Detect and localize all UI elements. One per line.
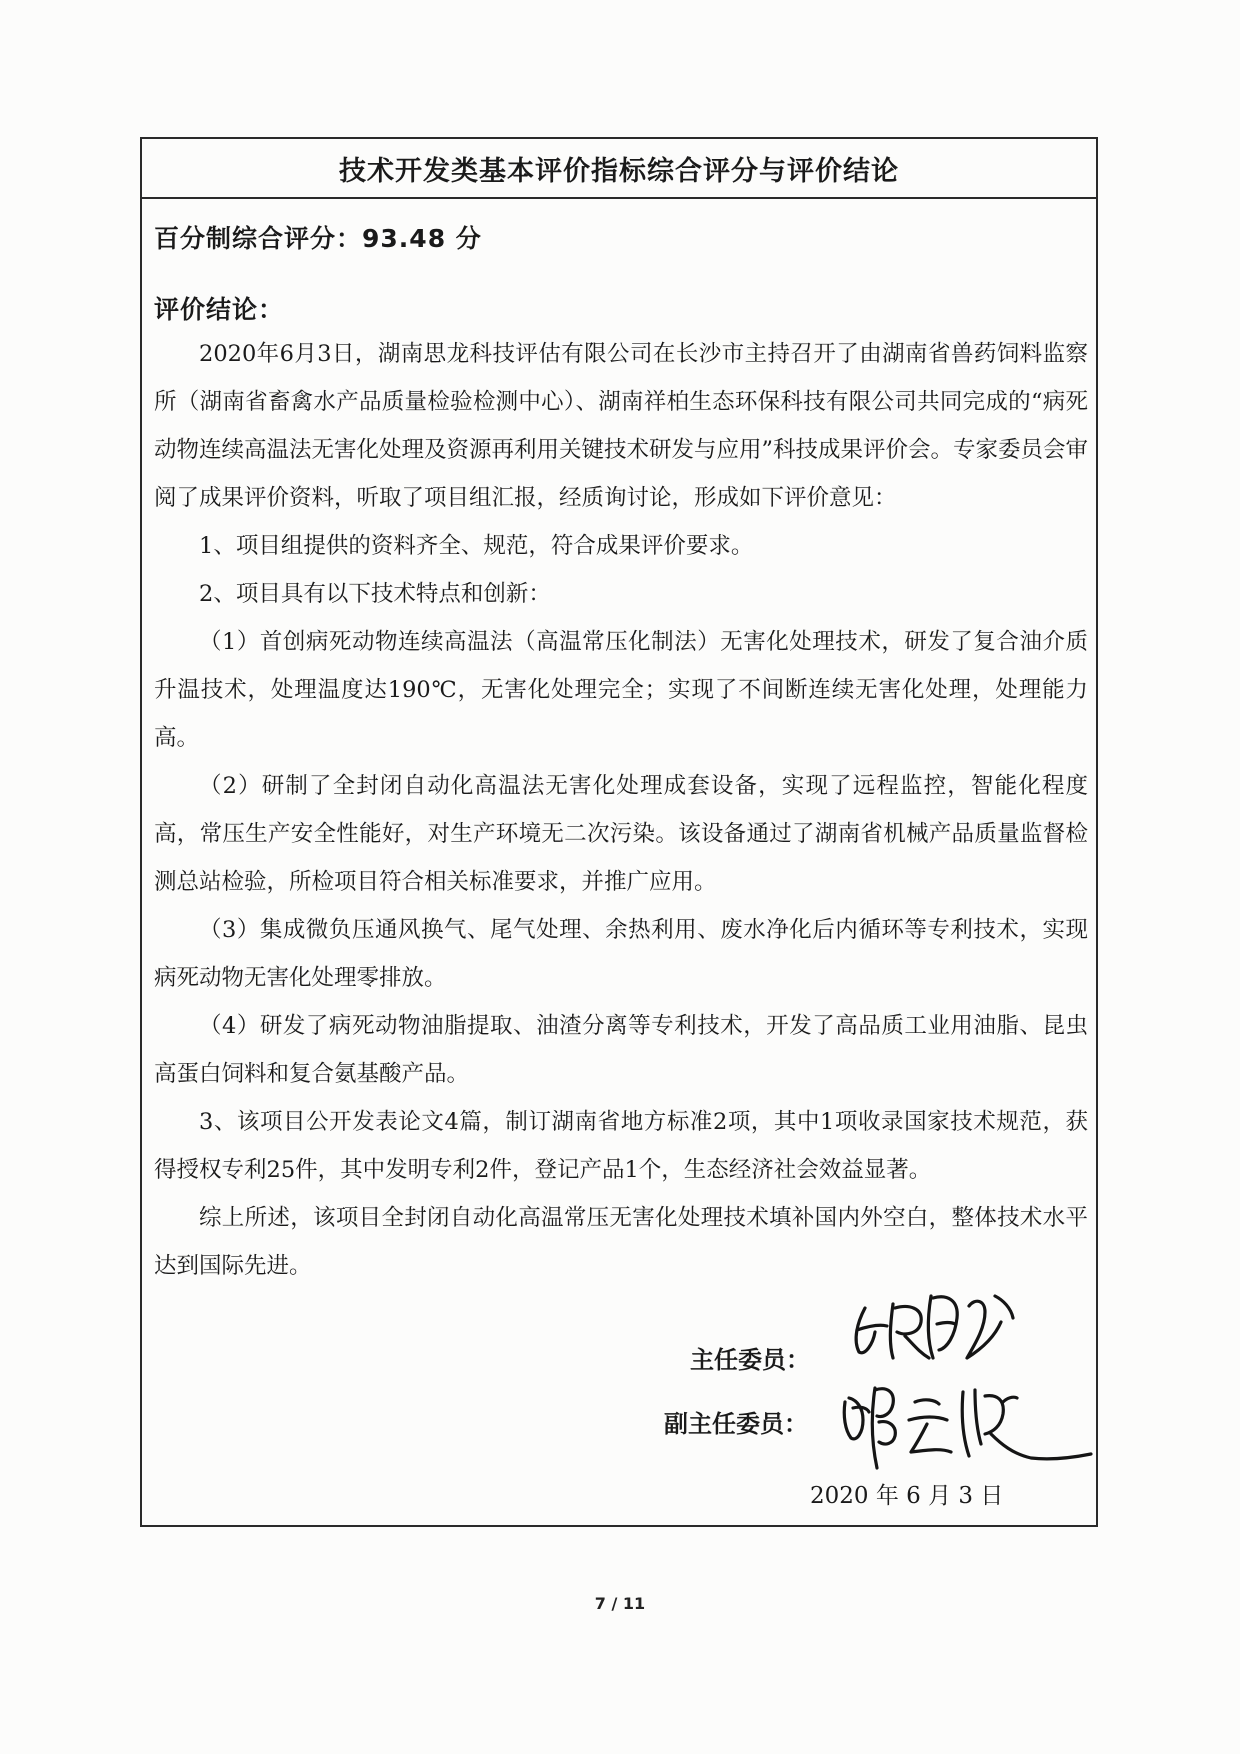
page-number: 7 / 11 [594, 1594, 646, 1613]
chief-signature-image [835, 1278, 1025, 1368]
vice-committee-label: 副主任委员： [664, 1410, 808, 1438]
signing-date: 2020 年 6 月 3 日 [810, 1483, 1004, 1509]
paragraph-intro: 2020年6月3日，湖南思龙科技评估有限公司在长沙市主持召开了由湖南省兽药饲料监察所（湖南省畜禽水产品质量检验检测中心）、湖南祥柏生态环保科技有限公司共同完成的“病死动物连续高温法无害化处理及资源再利用关键技术研发与应用”科技成果评价会。专家委员会审阅了成果评价资料，听取了项目组汇报，经质询讨论，形成如下评价意见： [154, 341, 1089, 511]
paragraph-summary: 综上所述，该项目全封闭自动化高温常压无害化处理技术填补国内外空白，整体技术水平达到国际先进。 [154, 1205, 1088, 1279]
conclusion-heading: 评价结论： [154, 295, 285, 324]
paragraph-feature-3: （3）集成微负压通风换气、尾气处理、余热利用、废水净化后内循环等专利技术，实现病死动物无害化处理零排放。 [154, 917, 1088, 991]
score-line [154, 219, 482, 255]
page-title: 技术开发类基本评价指标综合评分与评价结论 [339, 155, 899, 187]
paragraph-item-2: 2、项目具有以下技术特点和创新： [199, 581, 551, 607]
title-row [142, 139, 1096, 199]
vice-signature-image [835, 1368, 1095, 1478]
paragraph-feature-1: （1）首创病死动物连续高温法（高温常压化制法）无害化处理技术，研发了复合油介质升温技术，处理温度达190℃，无害化处理完全；实现了不间断连续无害化处理，处理能力高。 [154, 629, 1088, 751]
score-value: 93.48 分 [362, 224, 482, 253]
paragraph-feature-4: （4）研发了病死动物油脂提取、油渣分离等专利技术，开发了高品质工业用油脂、昆虫高蛋白饲料和复合氨基酸产品。 [154, 1013, 1088, 1087]
conclusion-text [154, 330, 1088, 1290]
chief-committee-label: 主任委员： [690, 1346, 810, 1374]
paragraph-feature-2: （2）研制了全封闭自动化高温法无害化处理成套设备，实现了远程监控，智能化程度高，常压生产安全性能好，对生产环境无二次污染。该设备通过了湖南省机械产品质量监督检测总站检验，所检项目符合相关标准要求，并推广应用。 [154, 773, 1088, 895]
paragraph-item-3: 3、该项目公开发表论文4篇，制订湖南省地方标准2项，其中1项收录国家技术规范，获得授权专利25件，其中发明专利2件，登记产品1个，生态经济社会效益显著。 [154, 1109, 1088, 1183]
score-label: 百分制综合评分： [154, 224, 363, 253]
paragraph-item-1: 1、项目组提供的资料齐全、规范，符合成果评价要求。 [199, 533, 754, 559]
